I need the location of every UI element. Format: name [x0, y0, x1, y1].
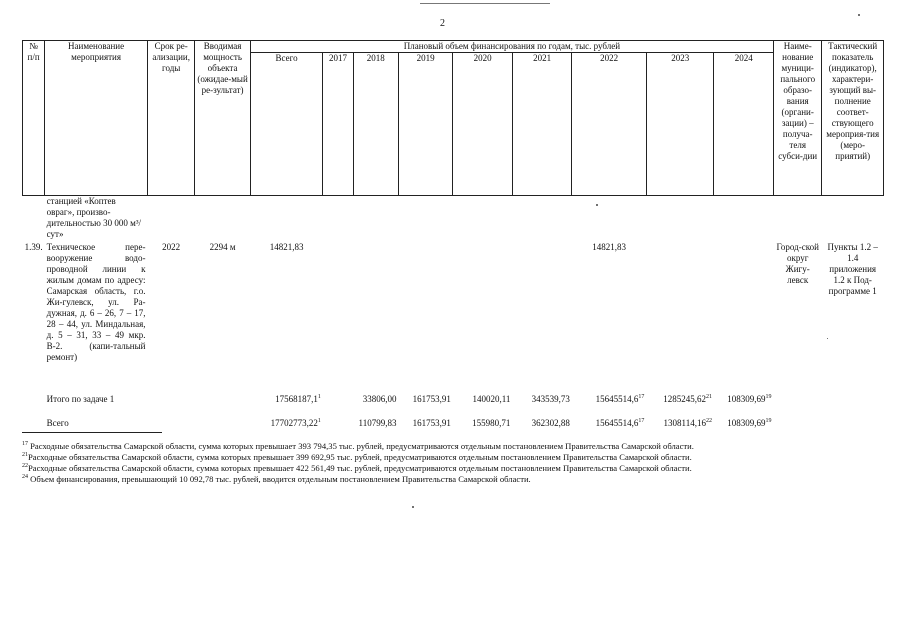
total-task-2022: 15645514,6$^{17}$ [595, 394, 645, 404]
header-year-2021: 2021 [512, 53, 571, 196]
row-number: 1.39. [24, 242, 43, 252]
grand-total-2020: 155980,71 [472, 418, 511, 428]
continuation-row [23, 196, 884, 243]
footnote-24: $^{24}$ Объем финансирования, превышающий 10 092,78 тыс. рублей, вводится отдельным постановлением Правительства Самарской области. [22, 474, 531, 484]
header-year-2019: 2019 [398, 53, 452, 196]
page-number: 2 [440, 18, 445, 29]
header-total: Всего [250, 53, 323, 196]
grand-total-2019: 161753,91 [412, 418, 451, 428]
row-indicator: Пункты 1.2 – 1.4 приложения 1.2 к Под-программе 1 [827, 242, 878, 296]
footnotes [22, 432, 884, 485]
financing-table [22, 40, 884, 436]
scan-speck [412, 506, 414, 508]
total-task-2019: 161753,91 [412, 394, 451, 404]
header-term: Срок ре-ализации, годы [147, 41, 194, 196]
header-year-2023: 2023 [646, 53, 714, 196]
header-year-2017: 2017 [323, 53, 353, 196]
row-municipality: Город-ской округ Жигу-левск [776, 242, 819, 285]
row-term: 2022 [162, 242, 181, 252]
row-2022-value: 14821,83 [592, 242, 626, 252]
header-year-2022: 2022 [572, 53, 647, 196]
header-indicator: Тактический показатель (индикатор), характери-зующий вы-полнение соответ-ствующего мероприя-тия (меро-приятий) [822, 41, 884, 196]
header-capacity: Вводимая мощность объекта (ожидае-мый ре-зультат) [195, 41, 250, 196]
grand-total-2023: 1308114,16$^{22}$ [663, 418, 712, 428]
header-row-1 [23, 41, 884, 53]
total-task-2023: 1285245,62$^{21}$ [663, 394, 712, 404]
total-task-2021: 343539,73 [531, 394, 570, 404]
row-name: Техническое пере-вооружение водо-проводной линии к жилым домам по адресу: Самарская область, г.о. Жи-гулевск, ул. Ра-дужная, д. 6 – 26, 7 – 17, 28 – 44, ул. Миндальная, д. 5 – 31, 33 – 49 мкр. В-2. (капи-тальный ремонт) [46, 242, 146, 362]
header-plan-title: Плановый объем финансирования по годам, тыс. рублей [250, 41, 773, 53]
total-task-row [23, 394, 884, 418]
top-scan-line [420, 3, 550, 4]
footnote-22: $^{22}$Расходные обязательства Самарской области, сумма которых превышает 422 561,49 тыс. рублей, предусматриваются отдельным постановлением Правительства Самарской области. [22, 463, 692, 473]
grand-total-2021: 362302,88 [531, 418, 570, 428]
header-year-2020: 2020 [453, 53, 512, 196]
scan-speck [858, 14, 860, 16]
grand-total-label: Всего [46, 418, 69, 428]
footnote-separator [22, 432, 162, 433]
total-task-2020: 140020,11 [472, 394, 511, 404]
table-row-1-39 [23, 242, 884, 394]
header-name: Наименование мероприятия [45, 41, 148, 196]
total-task-total: 17568187,1$^1$ [275, 394, 321, 404]
grand-total-total: 17702773,22$^1$ [270, 418, 321, 428]
header-municipality: Наиме-нование муници-пального образо-вания (органи-зации) – получа-теля субси-дии [774, 41, 822, 196]
header-year-2024: 2024 [714, 53, 774, 196]
row-total: 14821,83 [269, 242, 304, 252]
grand-total-2022: 15645514,6$^{17}$ [595, 418, 645, 428]
continuation-text: станцией «Коптев овраг», произво-дительностью 30 000 м³/сут» [46, 196, 142, 239]
row-capacity: 2294 м [209, 242, 236, 252]
header-num: № п/п [23, 41, 45, 196]
scan-speck [827, 338, 828, 339]
grand-total-2024: 108309,69$^{19}$ [727, 418, 772, 428]
total-task-label: Итого по задаче 1 [46, 394, 115, 404]
total-task-2018: 33806,00 [362, 394, 397, 404]
grand-total-2018: 110799,83 [358, 418, 397, 428]
footnote-21: $^{21}$Расходные обязательства Самарской области, сумма которых превышает 399 692,95 тыс. рублей, предусматриваются отдельным постановлением Правительства Самарской области. [22, 452, 692, 462]
footnote-17: $^{17}$ Расходные обязательства Самарской области, сумма которых превышает 393 794,35 тыс. рублей, предусматриваются отдельным постановлением Правительства Самарской области. [22, 441, 694, 451]
scan-speck [596, 204, 598, 206]
total-task-2024: 108309,69$^{19}$ [727, 394, 772, 404]
header-year-2018: 2018 [353, 53, 398, 196]
